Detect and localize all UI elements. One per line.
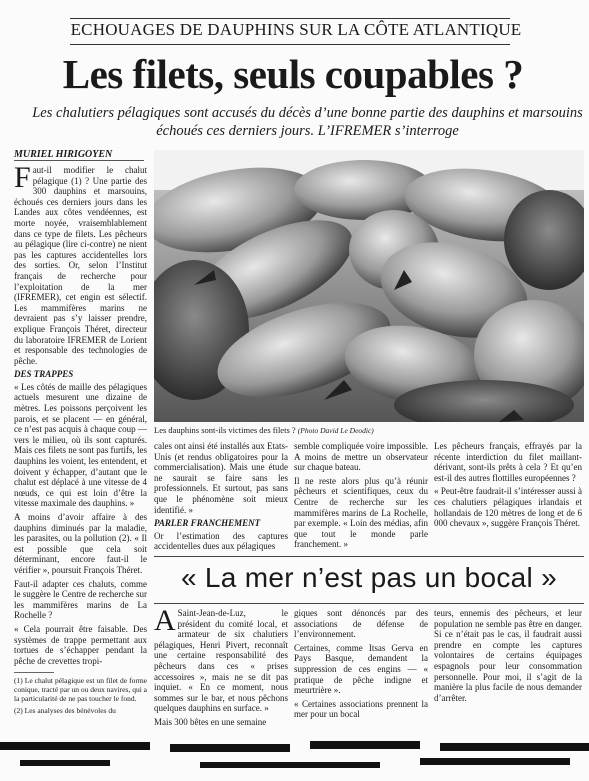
paragraph: A Saint-Jean-de-Luz, le président du comité local, et armateur de six chalutiers pélagiques, Henri Pivert, reconnaît une certaine responsabilité des pêcheurs dans ces « prises accessoires », mais ne se dit pas inquiet. « En ce moment, nous sommes sur le bar, et nous pêchons quelques dauphins en surface. » <box>154 608 288 714</box>
paragraph: Faut-il modifier le chalut pélagique (1) ? Une partie des 300 dauphins et marsouins, échoués ces derniers jours dans les Landes aux côtes vendéennes, est morte noyée, vraisemblablement dans ce type de filets. Les pêcheurs au pélagique (lire ci-contre) ne nient pas les captures accidentelles lors des sorties. Or, selon l’Institut français de recherche pour l’exploitation de la mer (IFREMER), cet engin est sélectif. Les mammifères marins ne devraient pas s’y laisser prendre, explique François Théret, directeur du laboratoire IFREMER de Lorient et responsable des technologies de pêche. <box>14 165 147 366</box>
paragraph: semble compliquée voire impossible. A moins de mettre un observateur sur chaque bateau. <box>294 441 428 473</box>
scan-artifact <box>0 738 589 781</box>
paragraph: « Cela pourrait être faisable. Des systèmes de trappe permettant aux tortues de s’échapper pendant la pêche de crevettes tropi- <box>14 623 147 666</box>
paragraph: Il ne reste alors plus qu’à réunir pêcheurs et scientifiques, ceux du Centre de recherche sur les mammifères marins de La Rochelle, par exemple. « Loin des médias, afin que tout le monde parle franchement. » <box>294 475 428 550</box>
dolphins-photo-image <box>154 150 584 422</box>
paragraph: Les pêcheurs français, effrayés par la récente interdiction du filet maillant-dérivant, sont-ils prêts à cela ? Et qu’en est-il des autres flottilles européennes ? <box>434 441 582 483</box>
sidebar-column-3 <box>434 608 582 736</box>
photo-credit: (Photo David Le Deodic) <box>297 426 374 435</box>
article-column-2 <box>154 441 288 555</box>
kicker-rule-top <box>70 18 510 19</box>
kicker-rule-bottom <box>70 44 510 45</box>
paragraph: A moins d’avoir affaire à des dauphins diminués par la maladie, les parasites, ou la pollution (2). « Il est possible que cela soit déterminant, encore faut-il le vérifier », poursuit François Théret. <box>14 512 147 575</box>
article-column-1 <box>14 165 147 733</box>
photo-caption <box>154 425 584 435</box>
paragraph: cales ont ainsi été installés aux Etats-Unis (et rendus obligatoires pour la commercialisation). Mais une étude ne saurait se faire sans les professionnels. Et surtout, pas sans que le phénomène soit mieux identifié. » <box>154 441 288 515</box>
footnote: (2) Les analyses des bénévoles du <box>14 706 116 716</box>
pullquote-rule-top <box>154 556 584 557</box>
dropcap: F <box>14 165 31 194</box>
subhead-parler: PARLER FRANCHEMENT <box>154 518 261 529</box>
paragraph: « Les côtés de maille des pélagiques actuels mesurent une dizaine de mètres. Les poissons perçoivent les parois, et se placent — en général, ce n’est pas acquis à chaque coup — vers le milieu, où ils sont capturés. Mais ces filets ne sont pas furtifs, les dauphins les voient, les entendent, et doivent y échapper, d’autant que le chalut est déplacé à une vitesse de 4 nœuds, ce qui est loin d’être la vitesse maximale des dauphins. » <box>14 381 147 509</box>
article-column-4 <box>434 441 582 532</box>
paragraph: Or l’estimation des captures accidentelles dues aux pélagiques <box>154 530 288 552</box>
headline: Les filets, seuls coupables ? <box>62 51 524 97</box>
sidebar-column-1 <box>154 608 288 736</box>
paragraph: « Peut-être faudrait-il s’intéresser aussi à ces chalutiers pélagiques irlandais et hollandais de 120 mètres de long et de 6 000 chevaux », suggère François Théret. <box>434 486 582 529</box>
dolphins-photo <box>154 150 584 422</box>
dek: Les chalutiers pélagiques sont accusés du décès d’une bonne partie des dauphins et marsouins échoués ces derniers jours. L’IFREMER s’interroge <box>32 105 583 139</box>
kicker: ECHOUAGES DE DAUPHINS SUR LA CÔTE ATLANTIQUE <box>70 20 522 39</box>
article-column-3 <box>294 441 428 553</box>
sidebar-column-2 <box>294 608 428 736</box>
paragraph: « Certaines associations prennent la mer pour un bocal <box>294 698 428 720</box>
paragraph: Mais 300 bêtes en une semaine <box>154 716 267 727</box>
footnote-rule <box>14 672 54 673</box>
caption-text: Les dauphins sont-ils victimes des filets ? <box>154 425 296 435</box>
paragraph: giques sont dénoncés par des associations de défense de l’environnement. <box>294 608 428 640</box>
paragraph: Faut-il adapter ces chaluts, comme le suggère le Centre de recherche sur les mammifères marins de La Rochelle ? <box>14 578 147 621</box>
paragraph: teurs, ennemis des pêcheurs, et leur population ne semble pas être en danger. Si ce n’était pas le cas, il faudrait aussi prendre en compte les captures volontaires de certains équipages espagnols pour leur consommation personnelle. Pour moi, il s’agit de la manière la plus facile de nous demander d’arrêter. <box>434 608 582 703</box>
pullquote-rule-bottom <box>154 603 584 604</box>
byline-rule <box>14 160 144 161</box>
paragraph: Certaines, comme Itsas Gerva en Pays Basque, demandent la suppression de ces engins — « pratique de pêche indigne et meurtrière ». <box>294 642 428 696</box>
subhead-trappes: DES TRAPPES <box>14 369 74 380</box>
footnote: (1) Le chalut pélagique est un filet de forme conique, tracté par un ou deux navires, qui a la particularité de ne pas toucher le fond. <box>14 676 147 704</box>
pullquote: « La mer n’est pas un bocal » <box>180 562 558 593</box>
dropcap: A <box>154 608 176 637</box>
byline: MURIEL HIRIGOYEN <box>14 149 113 160</box>
